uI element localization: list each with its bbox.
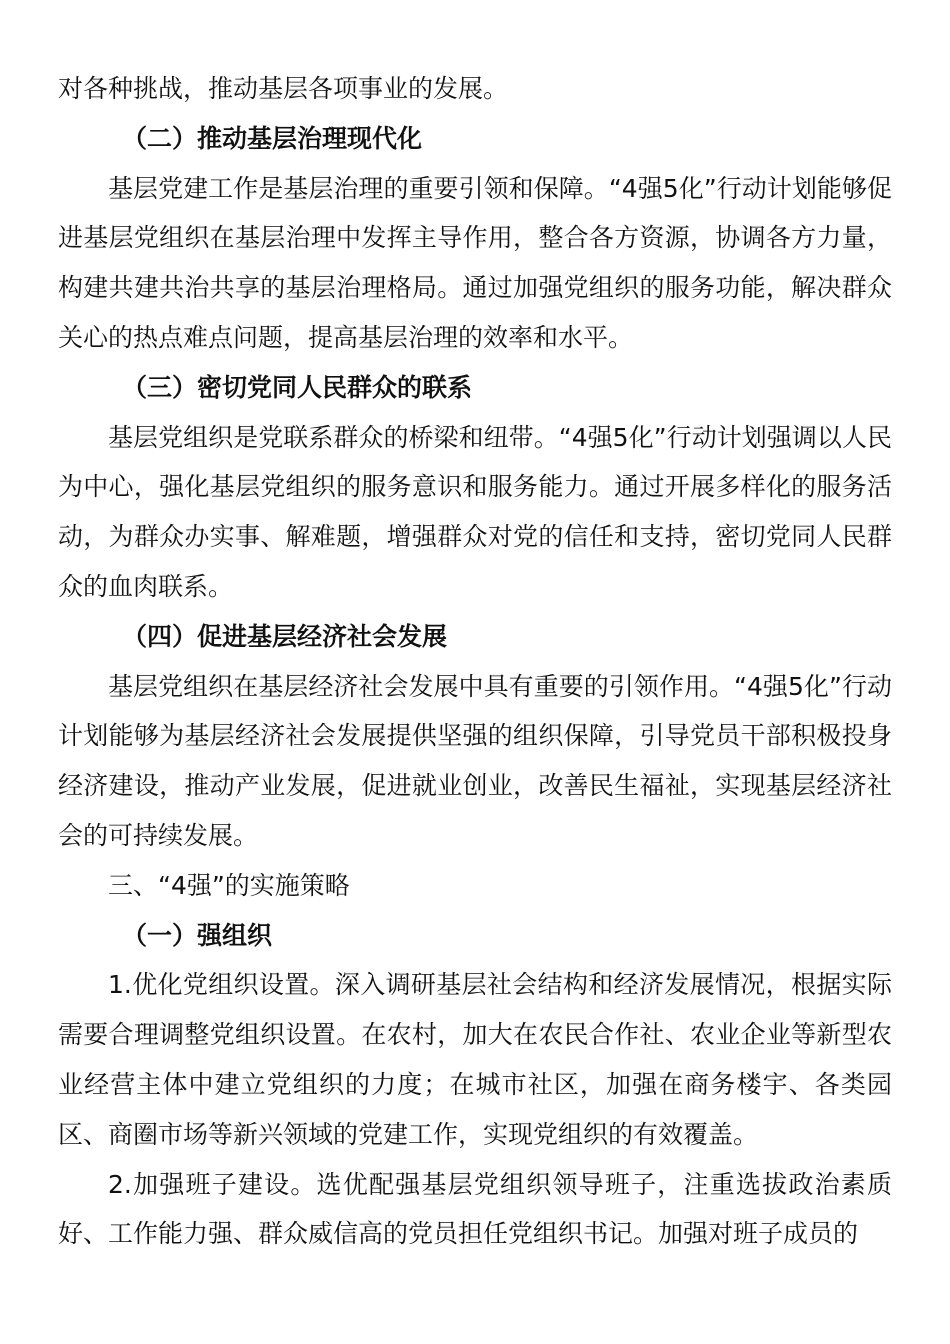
paragraph-optimize-organization: 1.优化党组织设置。深入调研基层社会结构和经济发展情况，根据实际需要合理调整党组织设置。在农村，加大在农民合作社、农业企业等新型农业经营主体中建立党组织的力度；在城市社区，加强在商务楼宇、各类园区、商圈市场等新兴领域的党建工作，实现党组织的有效覆盖。	[58, 970, 892, 1149]
paragraph-continuation: 对各种挑战，推动基层各项事业的发展。	[58, 74, 509, 103]
section-title-implementation-strategy: 三、“4强”的实施策略	[108, 870, 350, 900]
subheading-economic-development: （四）促进基层经济社会发展	[122, 621, 448, 651]
document-body	[58, 64, 892, 1259]
subheading-governance-modernization: （二）推动基层治理现代化	[122, 123, 423, 153]
paragraph-team-building: 2.加强班子建设。选优配强基层党组织领导班子，注重选拔政治素质好、工作能力强、群众威信高的党员担任党组织书记。加强对班子成员的	[58, 1169, 892, 1249]
paragraph-governance: 基层党建工作是基层治理的重要引领和保障。“4强5化”行动计划能够促进基层党组织在基层治理中发挥主导作用，整合各方资源，协调各方力量，构建共建共治共享的基层治理格局。通过加强党组织的服务功能，解决群众关心的热点难点问题，提高基层治理的效率和水平。	[58, 173, 892, 352]
paragraph-party-people-ties: 基层党组织是党联系群众的桥梁和纽带。“4强5化”行动计划强调以人民为中心，强化基层党组织的服务意识和服务能力。通过开展多样化的服务活动，为群众办实事、解难题，增强群众对党的信任和支持，密切党同人民群众的血肉联系。	[58, 422, 892, 601]
subheading-strengthen-organization: （一）强组织	[122, 920, 273, 950]
subheading-party-people-ties: （三）密切党同人民群众的联系	[122, 372, 473, 402]
paragraph-economic-development: 基层党组织在基层经济社会发展中具有重要的引领作用。“4强5化”行动计划能够为基层经济社会发展提供坚强的组织保障，引导党员干部积极投身经济建设，推动产业发展，促进就业创业，改善民生福祉，实现基层经济社会的可持续发展。	[58, 671, 892, 850]
